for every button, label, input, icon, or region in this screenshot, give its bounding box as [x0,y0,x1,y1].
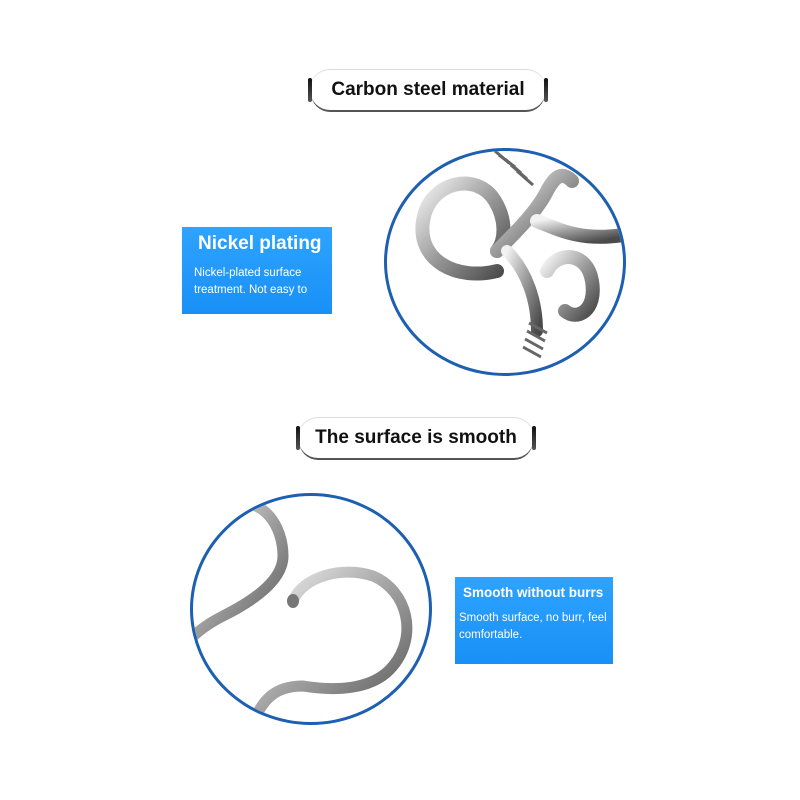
product-closeup-smooth-surface [190,493,432,725]
feature-title: Nickel plating [198,233,322,254]
section-1-heading [310,70,546,110]
feature-box-smooth [455,577,613,664]
feature-description: Nickel-plated surface treatment. Not easy to [194,267,308,296]
pill-cap-left [308,78,312,102]
pill-cap-left [296,426,300,450]
screw-thread-top [495,151,533,185]
pill-cap-right [532,426,536,450]
hook-curve-illustration [193,496,429,722]
feature-description: Smooth surface, no burr, feel comfortable. [459,612,607,641]
pill-cap-right [544,78,548,102]
heading-text: The surface is smooth [315,427,517,448]
feature-box-nickel [182,227,332,314]
screw-hook-illustration [387,151,623,373]
feature-title: Smooth without burrs [463,585,604,600]
section-2-heading [298,418,534,458]
product-closeup-hooks [384,148,626,376]
heading-text: Carbon steel material [331,79,525,100]
